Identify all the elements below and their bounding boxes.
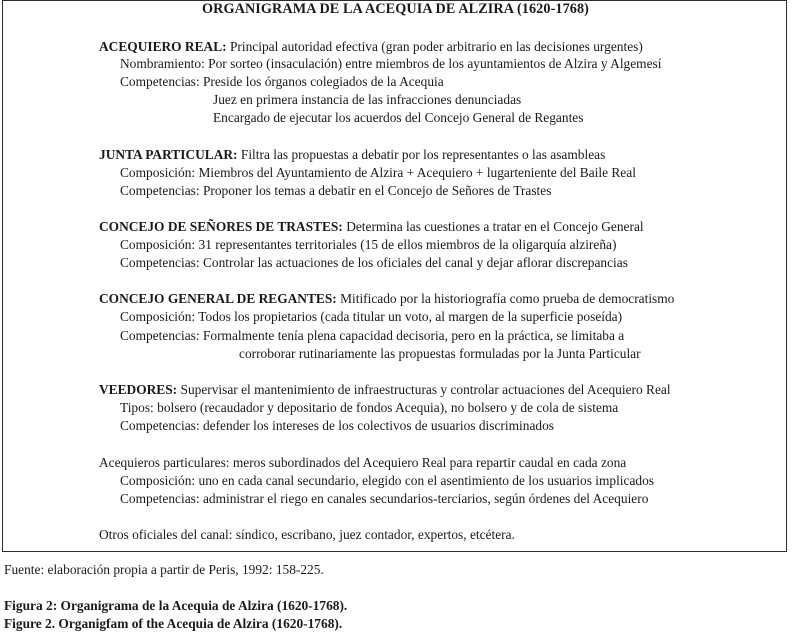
detail-label: Competencias: [120, 74, 200, 89]
section-detail-line [120, 308, 622, 326]
section-heading: CONCEJO GENERAL DE REGANTES: [99, 291, 337, 306]
section-detail-line [120, 73, 444, 91]
section-description: Filtra las propuestas a debatir por los representantes o las asambleas [240, 147, 606, 162]
section-veedores [99, 381, 671, 399]
detail-label: Competencias: [120, 255, 200, 270]
section-detail-line [120, 55, 661, 73]
detail-label: Competencias: [120, 328, 200, 343]
detail-text: Por sorteo (insaculación) entre miembros de los ayuntamientos de Alzira y Algemesí [208, 56, 662, 71]
detail-label: Nombramiento: [120, 56, 205, 71]
section-detail-line [120, 254, 628, 272]
section-description: Determina las cuestiones a tratar en el Concejo General [346, 219, 644, 234]
section-description: Mitificado por la historiografía como prueba de democratismo [340, 291, 675, 306]
detail-text: defender los intereses de los colectivos de usuarios discriminados [202, 418, 554, 433]
detail-text: Proponer los temas a debatir en el Concejo de Señores de Trastes [202, 183, 552, 198]
section-junta-particular [99, 146, 605, 164]
figure-caption-en: Figure 2. Organigfam of the Acequia de Alzira (1620-1768). [4, 616, 343, 631]
organigram-title: ORGANIGRAMA DE LA ACEQUIA DE ALZIRA (1620-1768) [201, 1, 589, 17]
section-heading: ACEQUIERO REAL: [99, 39, 227, 54]
detail-text: Miembros del Ayuntamiento de Alzira + Acequiero + lugarteniente del Baile Real [198, 165, 636, 180]
detail-label: Competencias: [120, 183, 200, 198]
section-description: Supervisar el mantenimiento de infraestructuras y controlar actuaciones del Acequiero Real [180, 382, 671, 397]
detail-text: Formalmente tenía plena capacidad decisoria, pero en la práctica, se limitaba a [202, 328, 625, 343]
continuation-line: Encargado de ejecutar los acuerdos del Concejo General de Regantes [213, 110, 584, 125]
detail-text: Todos los propietarios (cada titular un voto, al margen de la superficie poseída) [198, 309, 623, 324]
section-description: Principal autoridad efectiva (gran poder arbitrario en las decisiones urgentes) [229, 39, 643, 54]
section-otros-oficiales [99, 526, 515, 544]
source-note: Fuente: elaboración propia a partir de Peris, 1992: 158-225. [4, 562, 324, 577]
detail-text: Preside los órganos colegiados de la Acequia [202, 74, 444, 89]
detail-label: Composición: [120, 237, 196, 252]
detail-label: Tipos: [120, 400, 154, 415]
continuation-line: corroborar rutinariamente las propuestas formuladas por la Junta Particular [239, 346, 641, 361]
detail-label: Composición: [120, 165, 196, 180]
organigram-box [2, 0, 787, 552]
detail-label: Composición: [120, 309, 196, 324]
detail-text: 31 representantes territoriales (15 de ellos miembros de la oligarquía alzireña) [198, 237, 617, 252]
section-heading: Otros oficiales del canal: [99, 527, 233, 542]
section-acequieros-particulares [99, 454, 626, 472]
section-detail-line [120, 399, 618, 417]
section-detail-line [120, 490, 648, 508]
section-heading: Acequieros particulares: [99, 455, 230, 470]
section-concejo-trastes [99, 218, 644, 236]
figure-caption-es: Figura 2: Organigrama de la Acequia de Alzira (1620-1768). [4, 598, 348, 613]
section-description: meros subordinados del Acequiero Real para repartir caudal en cada zona [232, 455, 627, 470]
section-detail-line [120, 417, 554, 435]
detail-label: Competencias: [120, 491, 200, 506]
section-concejo-general [99, 290, 674, 308]
detail-label: Composición: [120, 473, 196, 488]
section-detail-line [120, 327, 624, 345]
section-description: síndico, escribano, juez contador, expertos, etcétera. [235, 527, 515, 542]
section-detail-line [120, 472, 654, 490]
section-detail-line [120, 182, 551, 200]
detail-text: uno en cada canal secundario, elegido con el asentimiento de los usuarios implicados [198, 473, 655, 488]
detail-text: Controlar las actuaciones de los oficiales del canal y dejar aflorar discrepancias [202, 255, 628, 270]
section-acequiero-real [99, 38, 643, 56]
section-heading: VEEDORES: [99, 382, 178, 397]
detail-label: Competencias: [120, 418, 200, 433]
continuation-line: Juez en primera instancia de las infracciones denunciadas [213, 92, 522, 107]
section-heading: CONCEJO DE SEÑORES DE TRASTES: [99, 219, 343, 234]
section-detail-line [120, 164, 636, 182]
section-heading: JUNTA PARTICULAR: [99, 147, 238, 162]
section-detail-line [120, 236, 616, 254]
detail-text: bolsero (recaudador y depositario de fondos Acequia), no bolsero y de cola de sistema [157, 400, 619, 415]
detail-text: administrar el riego en canales secundarios-terciarios, según órdenes del Acequiero [202, 491, 649, 506]
